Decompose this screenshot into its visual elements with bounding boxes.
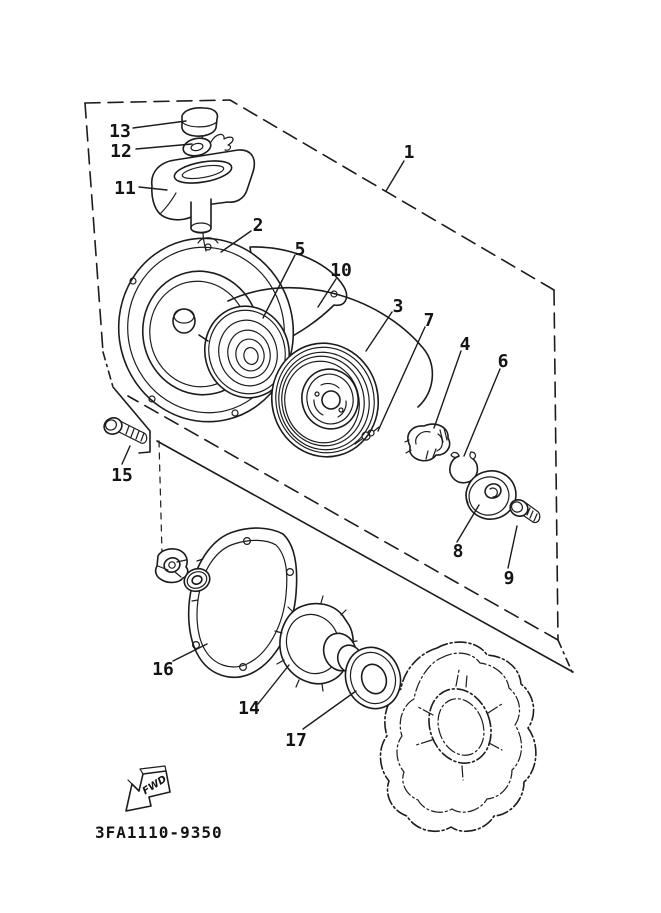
callout-9: 9 bbox=[503, 568, 515, 589]
gasket bbox=[189, 528, 297, 677]
callout-6: 6 bbox=[497, 351, 509, 372]
callout-10: 10 bbox=[330, 260, 352, 281]
callout-12: 12 bbox=[110, 141, 132, 162]
callout-7: 7 bbox=[423, 310, 435, 331]
drawing-number: 3FA1110-9350 bbox=[95, 823, 223, 842]
callout-11: 11 bbox=[114, 178, 136, 199]
starter-handle bbox=[152, 150, 255, 233]
crankshaft-nut bbox=[156, 549, 188, 583]
callout-5: 5 bbox=[294, 239, 306, 260]
fwd-arrow bbox=[126, 766, 170, 811]
drive-pawl bbox=[405, 424, 450, 461]
axis-line-nut bbox=[159, 441, 162, 553]
callout-2: 2 bbox=[252, 215, 264, 236]
callout-4: 4 bbox=[459, 334, 471, 355]
callout-1: 1 bbox=[403, 142, 415, 163]
callout-15: 15 bbox=[111, 465, 133, 486]
callout-17: 17 bbox=[285, 730, 307, 751]
handle-shaft bbox=[191, 199, 211, 233]
callout-8: 8 bbox=[452, 541, 464, 562]
drive-plate bbox=[460, 464, 522, 525]
callout-16: 16 bbox=[152, 659, 174, 680]
handle-cap bbox=[182, 108, 218, 136]
callout-3: 3 bbox=[392, 296, 404, 317]
crankcase-cover bbox=[380, 642, 535, 831]
callout-14: 14 bbox=[238, 698, 260, 719]
callout-13: 13 bbox=[109, 121, 131, 142]
fwd-arrow-label: FWD bbox=[140, 773, 169, 798]
